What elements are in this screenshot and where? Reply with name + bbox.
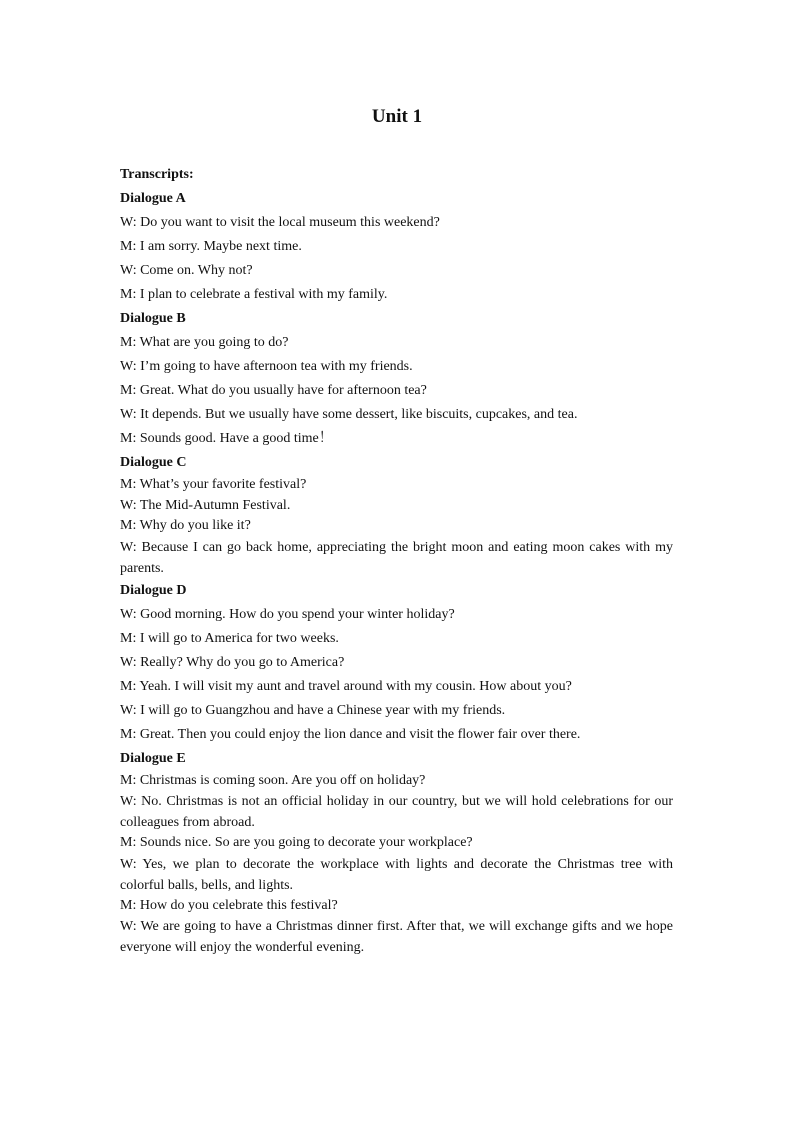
dialogue-line: M: Christmas is coming soon. Are you off on holiday? [120, 772, 426, 788]
dialogue-line: W: Do you want to visit the local museum this weekend? [120, 215, 440, 230]
dialogue-line: M: Why do you like it? [120, 518, 251, 533]
dialogue-line: M: Great. Then you could enjoy the lion dance and visit the flower fair over there. [120, 726, 581, 742]
dialogue-heading: Dialogue B [120, 311, 186, 326]
dialogue-line: W: I’m going to have afternoon tea with my friends. [120, 359, 413, 374]
dialogue-line: M: I will go to America for two weeks. [120, 630, 339, 646]
dialogue-line: W: Really? Why do you go to America? [120, 654, 345, 670]
dialogue-line: M: Great. What do you usually have for afternoon tea? [120, 383, 427, 398]
dialogue-heading: Dialogue C [120, 455, 187, 470]
dialogue-line: W: I will go to Guangzhou and have a Chinese year with my friends. [120, 702, 506, 718]
dialogue-heading: Dialogue D [120, 582, 187, 598]
dialogue-line: W: No. Christmas is not an official holiday in our country, but we will hold celebrations for our colleagues from abroad. [120, 794, 673, 830]
dialogue-heading: Dialogue A [120, 191, 186, 206]
dialogue-line: M: I plan to celebrate a festival with my family. [120, 287, 388, 302]
transcript-body [120, 163, 673, 958]
transcripts-label: Transcripts: [120, 167, 194, 182]
dialogue-line: M: What are you going to do? [120, 335, 289, 350]
dialogue-line: W: Because I can go back home, appreciating the bright moon and eating moon cakes with my parents. [120, 539, 673, 576]
dialogue-line: M: I am sorry. Maybe next time. [120, 239, 302, 254]
dialogue-line: W: The Mid-Autumn Festival. [120, 497, 291, 513]
dialogue-line: W: Come on. Why not? [120, 263, 253, 278]
dialogue-line: W: Yes, we plan to decorate the workplace with lights and decorate the Christmas tree with colorful balls, bells, and lights. [120, 856, 673, 893]
dialogue-line: M: What’s your favorite festival? [120, 477, 307, 492]
dialogue-line: M: Sounds good. Have a good time！ [120, 431, 333, 446]
dialogue-line: W: We are going to have a Christmas dinner first. After that, we will exchange gifts and we hope everyone will enjoy the wonderful evening. [120, 919, 673, 955]
dialogue-line: M: Sounds nice. So are you going to decorate your workplace? [120, 835, 473, 850]
dialogue-heading: Dialogue E [120, 750, 186, 766]
dialogue-line: M: How do you celebrate this festival? [120, 897, 338, 913]
page-title: Unit 1 [371, 106, 423, 127]
dialogue-line: W: It depends. But we usually have some dessert, like biscuits, cupcakes, and tea. [120, 407, 578, 422]
dialogue-line: M: Yeah. I will visit my aunt and travel around with my cousin. How about you? [120, 678, 572, 694]
dialogue-line: W: Good morning. How do you spend your winter holiday? [120, 606, 455, 622]
